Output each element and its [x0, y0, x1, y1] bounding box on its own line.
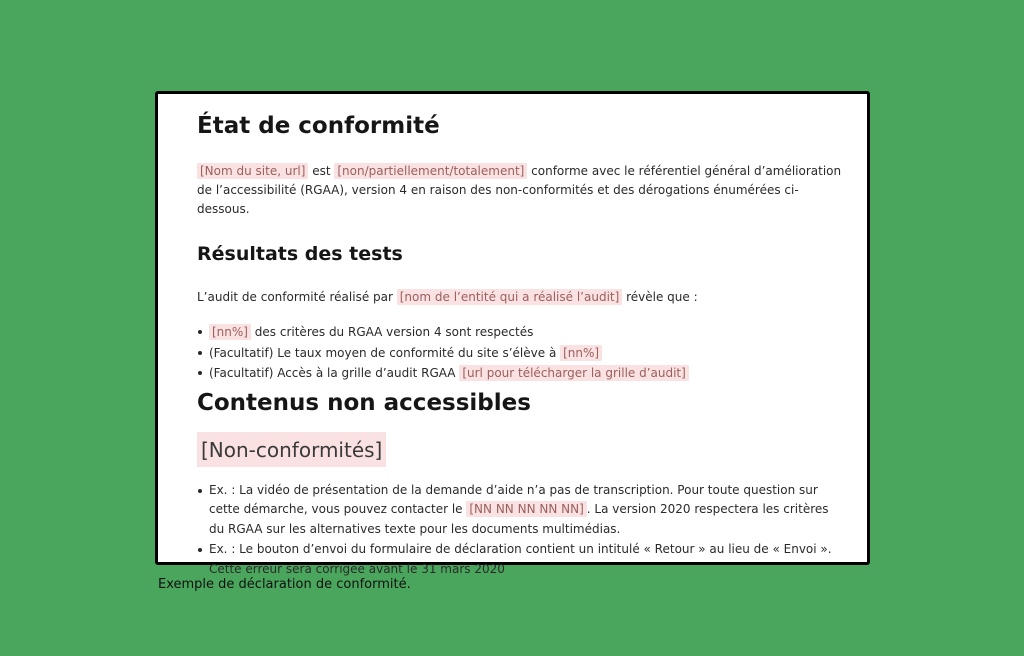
audit-grid-url-placeholder: [url pour télécharger la grille d’audit] — [459, 365, 689, 381]
list-item — [197, 322, 842, 343]
example-text: Ex. : Le bouton d’envoi du formulaire de déclaration contient un intitulé « Retour » au lieu de « Envoi ». Cette erreur sera corrigée avant le 31 mars 2020 — [209, 542, 832, 576]
declaration-content — [197, 112, 842, 580]
audit-text-2: révèle que : — [622, 290, 698, 304]
list-item — [197, 540, 842, 579]
example-text: . La version 2020 respectera les critères du RGAA sur les alternatives texte pour les documents multimédias. — [209, 502, 829, 536]
non-conformites-placeholder: [Non-conformités] — [197, 432, 386, 467]
result-text: des critères du RGAA version 4 sont respectés — [250, 325, 534, 339]
result-text: (Facultatif) Le taux moyen de conformité du site s’élève à — [209, 345, 561, 360]
percent-placeholder: [nn%] — [209, 324, 251, 340]
conformity-paragraph — [197, 162, 842, 219]
heading-resultats-tests: Résultats des tests — [197, 243, 403, 265]
result-text: (Facultatif) Accès à la grille d’audit RGAA — [209, 366, 460, 380]
examples-list — [197, 481, 842, 580]
audit-paragraph — [197, 288, 842, 307]
example-text: Ex. : La vidéo de présentation de la demande d’aide n’a pas de transcription. Pour toute question sur cette démarche, vous pouvez contacter le — [209, 482, 818, 516]
list-item — [197, 343, 842, 364]
figure-caption: Exemple de déclaration de conformité. — [158, 577, 411, 592]
entity-placeholder: [nom de l’entité qui a réalisé l’audit] — [397, 289, 623, 305]
percent-placeholder: [nn%] — [560, 345, 602, 361]
heading-contenus-non-accessibles: Contenus non accessibles — [197, 389, 531, 416]
conformity-text-2: conforme avec le référentiel général d’amélioration de l’accessibilité (RGAA), version 4 en raison des non-conformités et des dérogations énumérées ci-dessous. — [197, 164, 842, 216]
phone-placeholder: [NN NN NN NN NN] — [466, 501, 586, 517]
heading-etat-conformite: État de conformité — [197, 113, 440, 139]
conformity-text-1: est — [308, 164, 335, 178]
results-list — [197, 322, 842, 384]
list-item — [197, 363, 842, 384]
level-placeholder: [non/partiellement/totalement] — [334, 163, 527, 179]
declaration-card — [155, 91, 870, 576]
site-placeholder: [Nom du site, url] — [197, 163, 308, 179]
list-item — [197, 481, 842, 540]
audit-text-1: L’audit de conformité réalisé par — [197, 290, 397, 304]
